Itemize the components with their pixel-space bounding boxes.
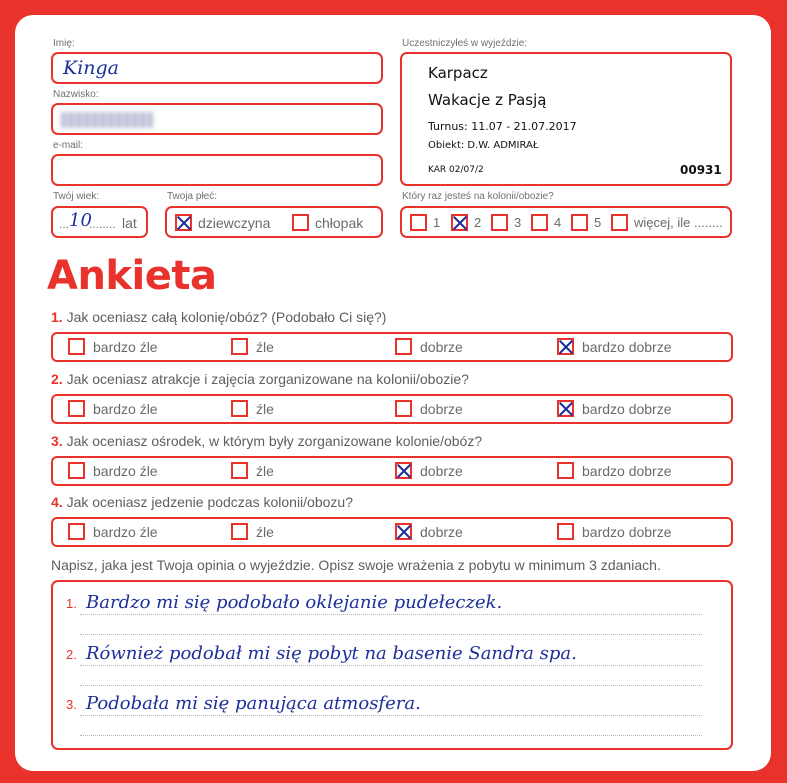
answer-label: bardzo źle [93, 462, 158, 479]
opinion-line-text: Bardzo mi się podobało oklejanie pudełeczek. [86, 592, 503, 613]
question-3-option[interactable] [557, 462, 672, 479]
ktory-option-label: 1 [433, 215, 441, 230]
nazwisko-redacted [61, 112, 153, 128]
answer-checkbox[interactable] [231, 338, 248, 355]
wiek-label: Twój wiek: [53, 191, 100, 202]
ktory-option-more[interactable] [611, 214, 723, 231]
answer-label: bardzo dobrze [582, 462, 672, 479]
question-4-text [51, 494, 353, 510]
imie-label: Imię: [53, 38, 75, 49]
opinion-line-text: Podobała mi się panująca atmosfera. [86, 693, 421, 714]
question-2-text [51, 371, 469, 387]
trip-turnus: Turnus: 11.07 - 21.07.2017 [428, 120, 577, 133]
trip-box [400, 52, 732, 186]
ktory-checkbox[interactable] [571, 214, 588, 231]
imie-field[interactable] [51, 52, 383, 84]
question-number: 4. [51, 494, 63, 510]
question-label: Jak oceniasz jedzenie podczas kolonii/obozu? [66, 494, 353, 510]
ktory-label: Który raz jesteś na kolonii/obozie? [402, 191, 554, 202]
answer-checkbox[interactable] [395, 462, 412, 479]
ktory-checkbox[interactable] [491, 214, 508, 231]
imie-value: Kinga [63, 57, 119, 79]
email-field[interactable] [51, 154, 383, 186]
question-4-option[interactable] [557, 523, 672, 540]
question-4-option[interactable] [231, 523, 274, 540]
answer-checkbox[interactable] [68, 462, 85, 479]
answer-label: źle [256, 462, 274, 479]
wiek-field[interactable] [51, 206, 148, 238]
question-2-option[interactable] [231, 400, 274, 417]
ktory-option-4[interactable] [531, 214, 561, 231]
ktory-option-1[interactable] [410, 214, 440, 231]
answer-label: bardzo dobrze [582, 338, 672, 355]
answer-checkbox[interactable] [557, 400, 574, 417]
answer-label: dobrze [420, 400, 463, 417]
answer-checkbox[interactable] [68, 523, 85, 540]
ktory-checkbox[interactable] [531, 214, 548, 231]
trip-number: 00931 [680, 163, 722, 177]
question-1-option[interactable] [557, 338, 672, 355]
trip-label: Uczestniczyłeś w wyjeździe: [402, 38, 528, 49]
wiek-dots-before: ... [59, 217, 70, 231]
answer-label: dobrze [420, 462, 463, 479]
opinion-ruled-line [80, 715, 702, 716]
answer-label: bardzo źle [93, 523, 158, 540]
ktory-option-label: 4 [554, 215, 562, 230]
answer-label: źle [256, 523, 274, 540]
answer-checkbox[interactable] [557, 523, 574, 540]
answer-checkbox[interactable] [395, 523, 412, 540]
nazwisko-label: Nazwisko: [53, 89, 99, 100]
question-1-option[interactable] [231, 338, 274, 355]
plec-option-label: chłopak [315, 214, 364, 231]
answer-label: bardzo dobrze [582, 400, 672, 417]
opinion-ruled-line [80, 685, 702, 686]
answer-checkbox[interactable] [557, 338, 574, 355]
opinion-ruled-line [80, 665, 702, 666]
answer-label: bardzo dobrze [582, 523, 672, 540]
opinion-ruled-line [80, 614, 702, 615]
wiek-unit: lat [122, 215, 137, 231]
survey-title: Ankieta [47, 253, 217, 299]
plec-option-label: dziewczyna [198, 214, 271, 231]
question-number: 1. [51, 309, 63, 325]
question-label: Jak oceniasz atrakcje i zajęcia zorganizowane na kolonii/obozie? [66, 371, 469, 387]
question-4-option[interactable] [68, 523, 158, 540]
answer-checkbox[interactable] [395, 400, 412, 417]
ktory-option-5[interactable] [571, 214, 601, 231]
answer-label: dobrze [420, 523, 463, 540]
question-number: 2. [51, 371, 63, 387]
question-number: 3. [51, 433, 63, 449]
question-3-option[interactable] [68, 462, 158, 479]
opinion-line-number: 2. [66, 647, 77, 662]
answer-checkbox[interactable] [231, 523, 248, 540]
plec-option-chlopak[interactable] [292, 214, 363, 231]
question-2-option[interactable] [557, 400, 672, 417]
wiek-value: 10 [69, 210, 92, 231]
ktory-option-label: 2 [474, 215, 482, 230]
question-2-option[interactable] [395, 400, 463, 417]
answer-label: źle [256, 400, 274, 417]
question-1-text [51, 309, 386, 325]
plec-checkbox-dziewczyna[interactable] [175, 214, 192, 231]
opinion-prompt: Napisz, jaka jest Twoja opinia o wyjeździe. Opisz swoje wrażenia z pobytu w minimum 3 zdaniach. [51, 557, 661, 573]
answer-checkbox[interactable] [557, 462, 574, 479]
question-label: Jak oceniasz ośrodek, w którym były zorganizowane kolonie/obóz? [66, 433, 483, 449]
question-1-option[interactable] [68, 338, 158, 355]
ktory-option-label: 3 [514, 215, 522, 230]
plec-field [165, 206, 383, 238]
answer-checkbox[interactable] [68, 400, 85, 417]
trip-city: Karpacz [428, 64, 488, 82]
ktory-option-label: 5 [594, 215, 602, 230]
opinion-line-number: 1. [66, 596, 77, 611]
question-3-option[interactable] [231, 462, 274, 479]
nazwisko-field[interactable] [51, 103, 383, 135]
question-label: Jak oceniasz całą kolonię/obóz? (Podobało Ci się?) [66, 309, 387, 325]
trip-code: KAR 02/07/2 [428, 165, 484, 175]
answer-checkbox[interactable] [231, 400, 248, 417]
opinion-line-text: Również podobał mi się pobyt na basenie Sandra spa. [86, 643, 577, 664]
ktory-option-label: więcej, ile ........ [634, 215, 723, 230]
ktory-checkbox[interactable] [451, 214, 468, 231]
answer-checkbox[interactable] [68, 338, 85, 355]
wiek-dots-after: ........ [89, 217, 116, 231]
ktory-checkbox[interactable] [410, 214, 427, 231]
question-2-option[interactable] [68, 400, 158, 417]
question-3-option[interactable] [395, 462, 463, 479]
ktory-option-3[interactable] [491, 214, 521, 231]
opinion-ruled-line [80, 735, 702, 736]
email-label: e-mail: [53, 140, 84, 151]
plec-checkbox-chlopak[interactable] [292, 214, 309, 231]
question-4-option[interactable] [395, 523, 463, 540]
ktory-option-2[interactable] [451, 214, 481, 231]
answer-checkbox[interactable] [395, 338, 412, 355]
plec-option-dziewczyna[interactable] [175, 214, 270, 231]
question-3-text [51, 433, 482, 449]
trip-program: Wakacje z Pasją [428, 91, 547, 109]
trip-obiekt: Obiekt: D.W. ADMIRAŁ [428, 140, 539, 151]
answer-label: dobrze [420, 338, 463, 355]
opinion-line-number: 3. [66, 697, 77, 712]
question-1-option[interactable] [395, 338, 463, 355]
ktory-checkbox[interactable] [611, 214, 628, 231]
answer-label: bardzo źle [93, 338, 158, 355]
answer-checkbox[interactable] [231, 462, 248, 479]
ktory-field [400, 206, 732, 238]
plec-label: Twoja płeć: [167, 191, 218, 202]
answer-label: bardzo źle [93, 400, 158, 417]
opinion-ruled-line [80, 634, 702, 635]
answer-label: źle [256, 338, 274, 355]
